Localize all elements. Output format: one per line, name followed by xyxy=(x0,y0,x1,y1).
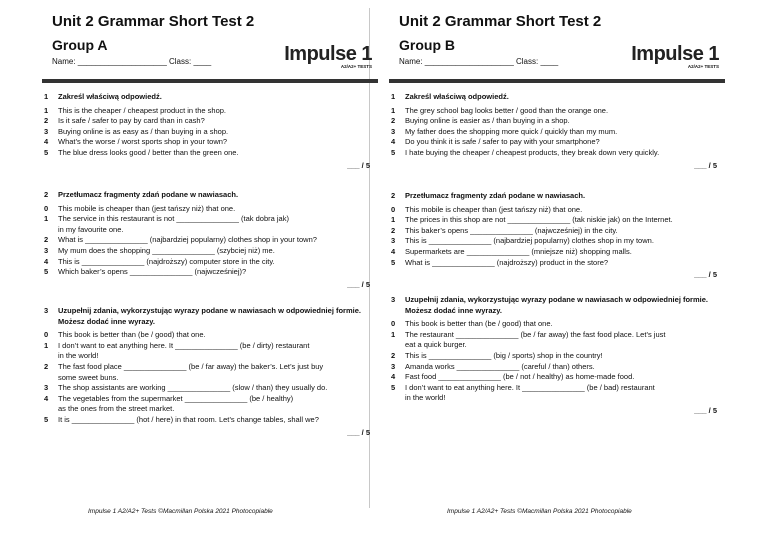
list-item: Fast food _______________ (be / not / healthy) as home-made food. xyxy=(405,372,635,382)
logo-text: Impulse 1 xyxy=(284,43,372,65)
task-instruction: Zakreśl właściwą odpowiedź. xyxy=(405,92,509,101)
list-item: The vegetables from the supermarket _______________ (be / healthy) xyxy=(58,393,294,403)
task-instruction: Zakreśl właściwą odpowiedź. xyxy=(58,92,162,101)
list-item: This is _______________ (big / sports) shop in the country! xyxy=(405,350,603,360)
logo-level: A2/A2+ TESTS xyxy=(687,64,719,69)
task-2: 2 Przetłumacz fragmenty zdań podane w nawiasach. 0 This mobile is cheaper than (jest tańszy niż) that one. 1 The service in this restaurant is not _______________ (tak dobra jak) in my favourite one. 2 What is _______________ (najbardziej popularny) clothes shop in your town? 3 My mum does the shopping _______________ (szybciej niż) me. 4 This is _______________ (najdroższy) computer store in the city. 5 Which baker’s opens _______________ (najwcześniej)? ___ / 5 xyxy=(44,190,374,290)
list-item: What is _______________ (najbardziej popularny) clothes shop in your town? xyxy=(58,235,317,245)
list-item: Amanda works _______________ (careful / than) others. xyxy=(405,361,595,371)
list-item: Do you think it is safe / safer to pay with your smartphone? xyxy=(405,137,600,147)
list-item: The blue dress looks good / better than the green one. xyxy=(58,147,239,157)
item-continuation: as the ones from the street market. xyxy=(58,404,175,414)
list-item: My father does the shopping more quick / quickly than my mum. xyxy=(405,126,618,136)
group-label: Group B xyxy=(399,37,455,53)
name-class-line: Name: ____________________ Class: ____ xyxy=(399,57,559,66)
task-3: 3 Uzupełnij zdania, wykorzystując wyrazy podane w nawiasach w odpowiedniej formie. Możesz dodać inne wyrazy. 0 This book is better than (be / good) that one. 1 I don’t want to eat anything here. It _______________ (be / dirty) restaurant in the world! 2 The fast food place _______________ (be / far away) the baker’s. Let’s just buy some sweet buns. 3 The shop assistants are working _______________ (slow / than) they usually do. 4 The vegetables from the supermarket _______________ (be / healthy) as the ones from the street market. 5 It is _______________ (hot / here) in that room. Let’s change tables, shall we? ___ / 5 xyxy=(44,306,374,438)
list-item: The shop assistants are working _______________ (slow / than) they usually do. xyxy=(58,383,328,393)
list-item: I don’t want to eat anything here. It _______________ (be / dirty) restaurant xyxy=(58,340,310,350)
item-continuation: in my favourite one. xyxy=(58,224,124,234)
logo-level: A2/A2+ TESTS xyxy=(340,64,372,69)
header-rule xyxy=(389,79,725,83)
impulse-logo xyxy=(631,44,719,70)
score-field[interactable]: ___ / 5 xyxy=(347,427,370,437)
test-title: Unit 2 Grammar Short Test 2 xyxy=(399,13,602,30)
item-continuation: in the world! xyxy=(405,393,446,403)
list-item: The restaurant _______________ (be / far away) the fast food place. Let’s just xyxy=(405,329,666,339)
list-item: This book is better than (be / good) that one. xyxy=(58,330,206,340)
name-class-line: Name: ____________________ Class: ____ xyxy=(52,57,212,66)
list-item: Buying online is as easy as / than buying in a shop. xyxy=(58,126,229,136)
list-item: Supermarkets are _______________ (mniejsze niż) shopping malls. xyxy=(405,246,632,256)
list-item: The service in this restaurant is not _______________ (tak dobra jak) xyxy=(58,214,289,224)
score-field[interactable]: ___ / 5 xyxy=(347,160,370,170)
list-item: Buying online is easier as / than buying in a shop. xyxy=(405,116,570,126)
score-field[interactable]: ___ / 5 xyxy=(347,279,370,289)
list-item: This is _______________ (najbardziej popularny) clothes shop in my town. xyxy=(405,236,654,246)
list-item: The grey school bag looks better / good than the orange one. xyxy=(405,105,609,115)
score-field[interactable]: ___ / 5 xyxy=(694,270,717,280)
header-rule xyxy=(42,79,378,83)
impulse-logo xyxy=(284,44,372,70)
list-item: This is the cheaper / cheapest product in the shop. xyxy=(58,105,227,115)
list-item: This mobile is cheaper than (jest tańszy niż) that one. xyxy=(58,203,236,213)
list-item: It is _______________ (hot / here) in that room. Let’s change tables, shall we? xyxy=(58,414,319,424)
task-1: 1 Zakreśl właściwą odpowiedź. 1 The grey school bag looks better / good than the orange one. 2 Buying online is easier as / than buying in a shop. 3 My father does the shopping more quick / quickly than my mum. 4 Do you think it is safe / safer to pay with your smartphone? 5 I hate buying the cheaper / cheapest products, they break down very quickly. ___ / 5 xyxy=(391,92,721,171)
list-item: My mum does the shopping _______________ (szybciej niż) me. xyxy=(58,245,275,255)
list-item: This book is better than (be / good) that one. xyxy=(405,319,553,329)
list-item: This mobile is cheaper than (jest tańszy niż) that one. xyxy=(405,204,583,214)
task-instruction: Uzupełnij zdania, wykorzystując wyrazy podane w nawiasach w odpowiedniej formie. Możesz dodać inne wyrazy. xyxy=(58,306,361,326)
list-item: What’s the worse / worst sports shop in your town? xyxy=(58,137,228,147)
list-item: What is _______________ (najdroższy) product in the store? xyxy=(405,257,609,267)
task-1: 1 Zakreśl właściwą odpowiedź. 1 This is the cheaper / cheapest product in the shop. 2 Is it safe / safer to pay by card than in cash? 3 Buying online is as easy as / than buying in a shop. 4 What’s the worse / worst sports shop in your town? 5 The blue dress looks good / better than the green one. ___ / 5 xyxy=(44,92,374,171)
task-2: 2 Przetłumacz fragmenty zdań podane w nawiasach. 0 This mobile is cheaper than (jest tańszy niż) that one. 1 The prices in this shop are not _______________ (tak niskie jak) on the Internet. 2 This baker’s opens _______________ (najwcześniej) in the city. 3 This is _______________ (najbardziej popularny) clothes shop in my town. 4 Supermarkets are _______________ (mniejsze niż) shopping malls. 5 What is _______________ (najdroższy) product in the store? ___ / 5 xyxy=(391,191,721,281)
footer-text: Impulse 1 A2/A2+ Tests ©Macmillan Polska 2021 Photocopiable xyxy=(88,508,273,515)
logo-text: Impulse 1 xyxy=(631,43,719,65)
task-3: 3 Uzupełnij zdania, wykorzystując wyrazy podane w nawiasach w odpowiedniej formie. Możesz dodać inne wyrazy. 0 This book is better than (be / good) that one. 1 The restaurant _______________ (be / far away) the fast food place. Let’s just eat a quick burger. 2 This is _______________ (big / sports) shop in the country! 3 Amanda works _______________ (careful / than) others. 4 Fast food _______________ (be / not / healthy) as home-made food. 5 I don’t want to eat anything here. It _______________ (be / bad) restaurant in the world! ___ / 5 xyxy=(391,295,721,417)
list-item: This is _______________ (najdroższy) computer store in the city. xyxy=(58,256,275,266)
task-instruction: Przetłumacz fragmenty zdań podane w nawiasach. xyxy=(58,190,239,199)
score-field[interactable]: ___ / 5 xyxy=(694,160,717,170)
list-item: This baker’s opens _______________ (najwcześniej) in the city. xyxy=(405,225,618,235)
list-item: I don’t want to eat anything here. It _______________ (be / bad) restaurant xyxy=(405,382,655,392)
group-b-column xyxy=(387,0,727,543)
list-item: The prices in this shop are not _______________ (tak niskie jak) on the Internet. xyxy=(405,215,673,225)
group-a-column xyxy=(40,0,380,543)
list-item: Which baker’s opens _______________ (najwcześniej)? xyxy=(58,267,247,277)
task-instruction: Uzupełnij zdania, wykorzystując wyrazy podane w nawiasach w odpowiedniej formie. Możesz dodać inne wyrazy. xyxy=(405,295,708,315)
list-item: The fast food place _______________ (be / far away) the baker’s. Let’s just buy xyxy=(58,361,324,371)
test-title: Unit 2 Grammar Short Test 2 xyxy=(52,13,255,30)
task-instruction: Przetłumacz fragmenty zdań podane w nawiasach. xyxy=(405,191,586,200)
item-continuation: eat a quick burger. xyxy=(405,340,467,350)
footer-text: Impulse 1 A2/A2+ Tests ©Macmillan Polska 2021 Photocopiable xyxy=(447,508,632,515)
list-item: I hate buying the cheaper / cheapest products, they break down very quickly. xyxy=(405,147,660,157)
item-continuation: some sweet buns. xyxy=(58,372,119,382)
score-field[interactable]: ___ / 5 xyxy=(694,405,717,415)
item-continuation: in the world! xyxy=(58,351,99,361)
group-label: Group A xyxy=(52,37,108,53)
list-item: Is it safe / safer to pay by card than in cash? xyxy=(58,116,205,126)
